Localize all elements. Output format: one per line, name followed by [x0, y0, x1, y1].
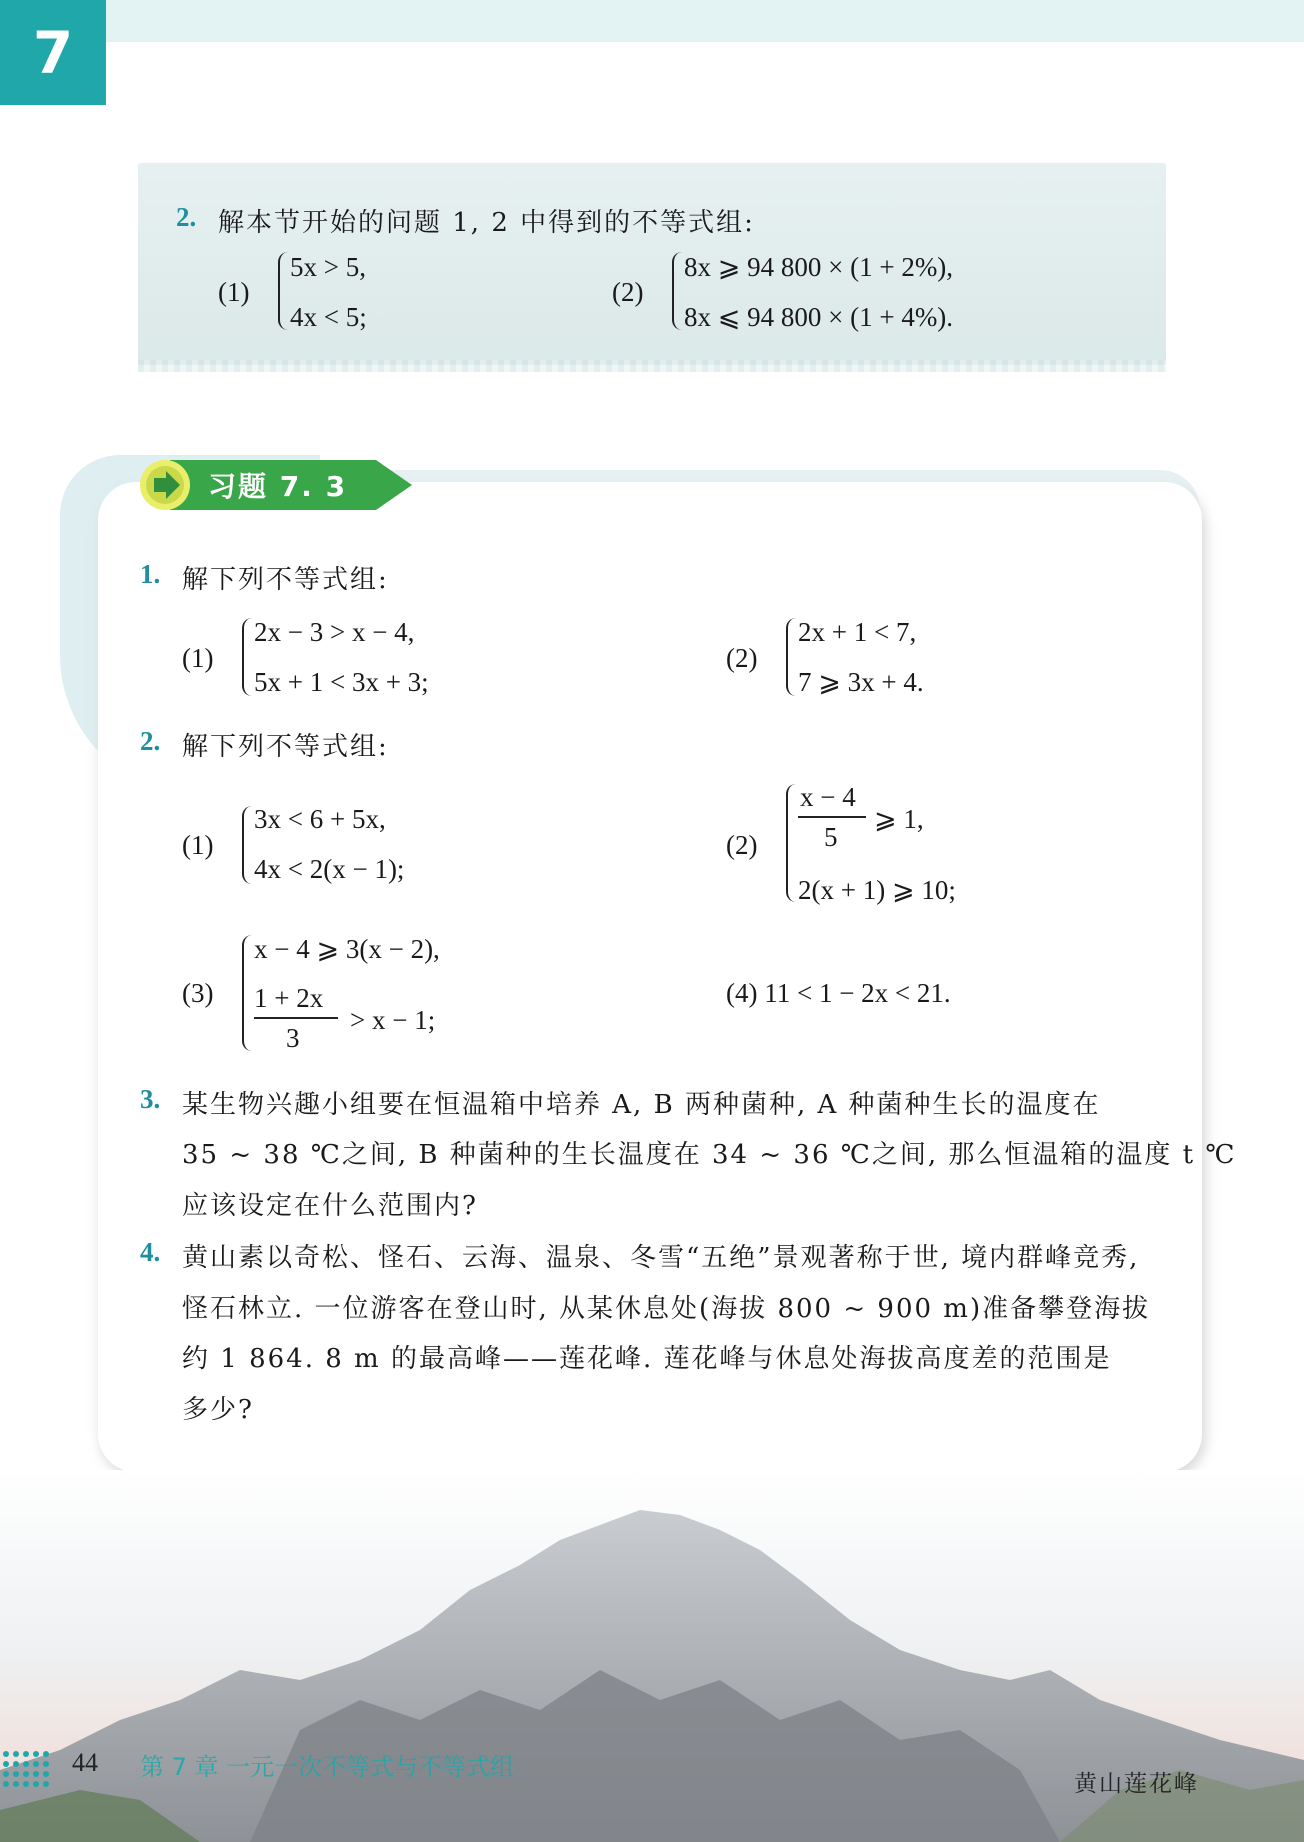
fraction-bar: [798, 816, 866, 818]
question-line: 35 ~ 38 ℃之间, B 种菌种的生长温度在 34 ~ 36 ℃之间, 那么恒温箱的温度 t ℃: [182, 1140, 1237, 1170]
part-label: (1): [182, 830, 214, 860]
inequality-line: 7 ⩾ 3x + 4.: [798, 667, 924, 697]
inequality-line: 5x > 5,: [290, 252, 366, 282]
inequality-line: 4x < 2(x − 1);: [254, 854, 405, 884]
question-line: 黄山素以奇松、怪石、云海、温泉、冬雪“五绝”景观著称于世, 境内群峰竞秀,: [182, 1243, 1140, 1273]
inequality-line: 5x + 1 < 3x + 3;: [254, 667, 429, 697]
question-number: 1.: [140, 559, 161, 589]
question-number: 2.: [176, 202, 197, 232]
part-label: (1): [218, 277, 250, 307]
inequality-line: 2(x + 1) ⩾ 10;: [798, 875, 956, 905]
question-number: 4.: [140, 1237, 161, 1267]
page-number: 44: [72, 1748, 98, 1777]
question-text: 解下列不等式组:: [182, 565, 389, 595]
part-label: (2): [726, 830, 758, 860]
question-number: 3.: [140, 1084, 161, 1114]
inequality-line: 8x ⩾ 94 800 × (1 + 2%),: [684, 252, 954, 282]
question-line: 应该设定在什么范围内?: [182, 1191, 478, 1221]
inequality-line: x − 4 ⩾ 3(x − 2),: [254, 934, 440, 964]
fraction-bar: [254, 1017, 338, 1019]
inequality-line: 4x < 5;: [290, 302, 367, 332]
inequality-rest: > x − 1;: [350, 1005, 436, 1035]
part-label: (2): [612, 277, 644, 307]
question-line: 怪石林立. 一位游客在登山时, 从某休息处(海拔 800 ~ 900 m)准备攀登海拔: [182, 1294, 1151, 1324]
question-text: 解本节开始的问题 1, 2 中得到的不等式组:: [218, 208, 755, 238]
top-strip: [0, 0, 1304, 42]
photo-caption: 黄山莲花峰: [1074, 1771, 1199, 1797]
chapter-number: 7: [32, 18, 74, 87]
part-label: (2): [726, 643, 758, 673]
fraction-numerator: 1 + 2x: [254, 983, 324, 1013]
part-label: (3): [182, 978, 214, 1008]
question-line: 某生物兴趣小组要在恒温箱中培养 A, B 两种菌种, A 种菌种生长的温度在: [182, 1090, 1101, 1120]
think-box-edge: [138, 360, 1166, 372]
question-line: 约 1 864. 8 m 的最高峰——莲花峰. 莲花峰与休息处海拔高度差的范围是: [182, 1344, 1112, 1374]
question-number: 2.: [140, 726, 161, 756]
inequality-line: (4) 11 < 1 − 2x < 21.: [726, 978, 951, 1008]
exercise-title: 习题 7. 3: [208, 470, 348, 503]
inequality-line: 2x − 3 > x − 4,: [254, 617, 415, 647]
fraction-numerator: x − 4: [800, 782, 856, 812]
fraction-denominator: 5: [824, 822, 838, 852]
fraction-denominator: 3: [286, 1023, 300, 1053]
part-label: (1): [182, 643, 214, 673]
inequality-line: 3x < 6 + 5x,: [254, 804, 386, 834]
question-line: 多少?: [182, 1395, 254, 1425]
footer-dots-icon: [0, 1748, 60, 1790]
question-text: 解下列不等式组:: [182, 732, 389, 762]
inequality-line: 2x + 1 < 7,: [798, 617, 917, 647]
inequality-line: 8x ⩽ 94 800 × (1 + 4%).: [684, 302, 954, 332]
inequality-rest: ⩾ 1,: [874, 804, 924, 834]
chapter-number-badge: [0, 0, 106, 105]
footer-chapter-title: 第 7 章 一元一次不等式与不等式组: [140, 1753, 515, 1781]
